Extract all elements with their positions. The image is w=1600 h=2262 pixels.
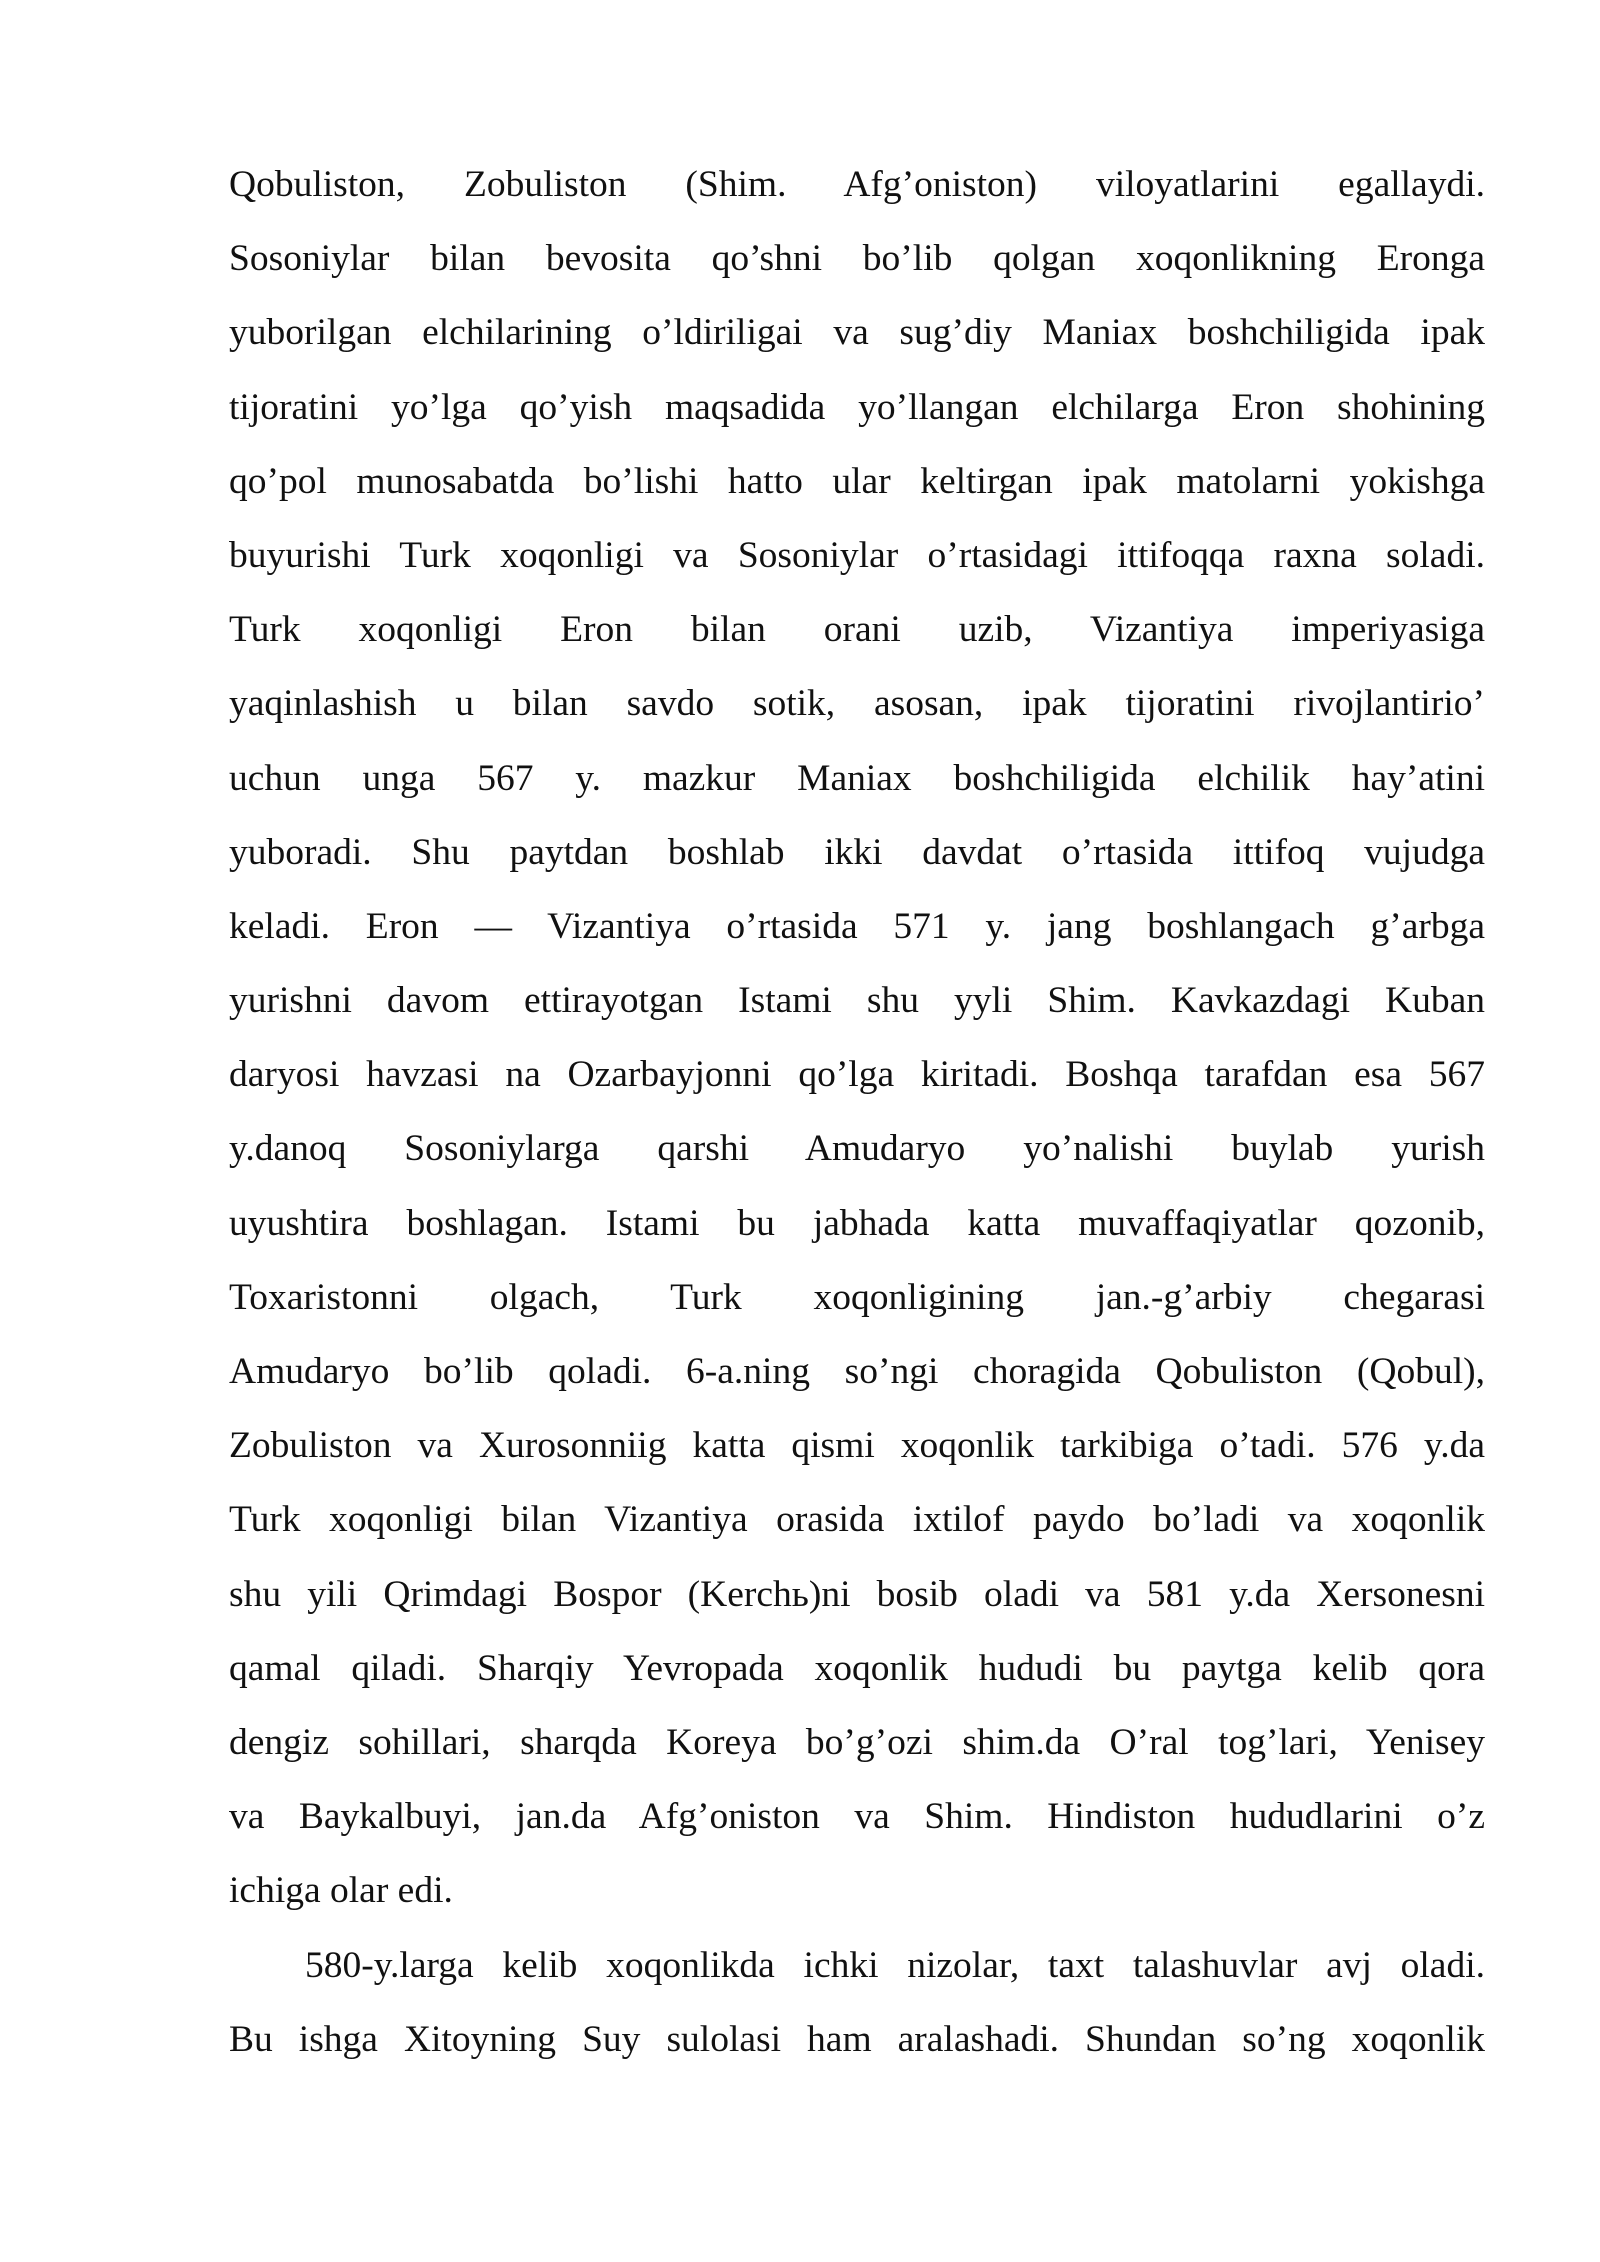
text-line: Qobuliston, Zobuliston (Shim. Afg’oniston) viloyatlarini egallaydi.: [229, 164, 1485, 205]
text-line: Sosoniylar bilan bevosita qo’shni bo’lib qolgan xoqonlikning Eronga: [229, 238, 1485, 280]
text-line: va Baykalbuyi, jan.da Afg’oniston va Shim. Hindiston hududlarini o’z: [229, 1796, 1485, 1838]
text-line: tijoratini yo’lga qo’yish maqsadida yo’llangan elchilarga Eron shohining: [229, 386, 1485, 428]
text-line: qamal qiladi. Sharqiy Yevropada xoqonlik hududi bu paytga kelib qora: [229, 1647, 1485, 1689]
text-line: uyushtira boshlagan. Istami bu jabhada katta muvaffaqiyatlar qozonib,: [229, 1202, 1485, 1244]
text-line: buyurishi Turk xoqonligi va Sosoniylar o’rtasidagi ittifoqqa raxna soladi.: [229, 534, 1485, 576]
text-line: keladi. Eron — Vizantiya o’rtasida 571 y. jang boshlangach g’arbga: [229, 905, 1485, 947]
body-text: [229, 148, 1485, 2077]
text-line: 580-y.larga kelib xoqonlikda ichki nizolar, taxt talashuvlar avj oladi.: [305, 1944, 1485, 1986]
paragraph-2: [229, 1929, 1485, 2077]
text-line: ichiga olar edi.: [229, 1870, 453, 1912]
paragraph-1: [229, 148, 1485, 1929]
text-line: Toxaristonni olgach, Turk xoqonligining jan.-g’arbiy chegarasi: [229, 1276, 1485, 1318]
text-line: Bu ishga Xitoyning Suy sulolasi ham aralashadi. Shundan so’ng xoqonlik: [229, 2018, 1485, 2060]
text-line: yuboradi. Shu paytdan boshlab ikki davdat o’rtasida ittifoq vujudga: [229, 831, 1485, 873]
text-line: uchun unga 567 y. mazkur Maniax boshchiligida elchilik hay’atini: [229, 757, 1485, 799]
text-line: yurishni davom ettirayotgan Istami shu yyli Shim. Kavkazdagi Kuban: [229, 980, 1485, 1022]
text-line: dengiz sohillari, sharqda Koreya bo’g’ozi shim.da O’ral tog’lari, Yenisey: [229, 1721, 1485, 1763]
text-line: daryosi havzasi na Ozarbayjonni qo’lga kiritadi. Boshqa tarafdan esa 567: [229, 1054, 1485, 1096]
text-line: y.danoq Sosoniylarga qarshi Amudaryo yo’nalishi buylab yurish: [229, 1128, 1485, 1170]
text-line: shu yili Qrimdagi Bospor (Kerchь)ni bosib oladi va 581 y.da Xersonesni: [229, 1573, 1485, 1615]
text-line: yaqinlashish u bilan savdo sotik, asosan, ipak tijoratini rivojlantirio’: [229, 683, 1485, 725]
text-line: Turk xoqonligi bilan Vizantiya orasida ixtilof paydo bo’ladi va xoqonlik: [229, 1499, 1485, 1541]
text-line: Amudaryo bo’lib qoladi. 6-a.ning so’ngi choragida Qobuliston (Qobul),: [229, 1351, 1485, 1392]
text-line: Zobuliston va Xurosonniig katta qismi xoqonlik tarkibiga o’tadi. 576 y.da: [229, 1425, 1485, 1467]
text-line: Turk xoqonligi Eron bilan orani uzib, Vizantiya imperiyasiga: [229, 609, 1485, 651]
text-line: yuborilgan elchilarining o’ldiriligai va sug’diy Maniax boshchiligida ipak: [229, 312, 1485, 354]
text-line: qo’pol munosabatda bo’lishi hatto ular keltirgan ipak matolarni yokishga: [229, 460, 1485, 502]
